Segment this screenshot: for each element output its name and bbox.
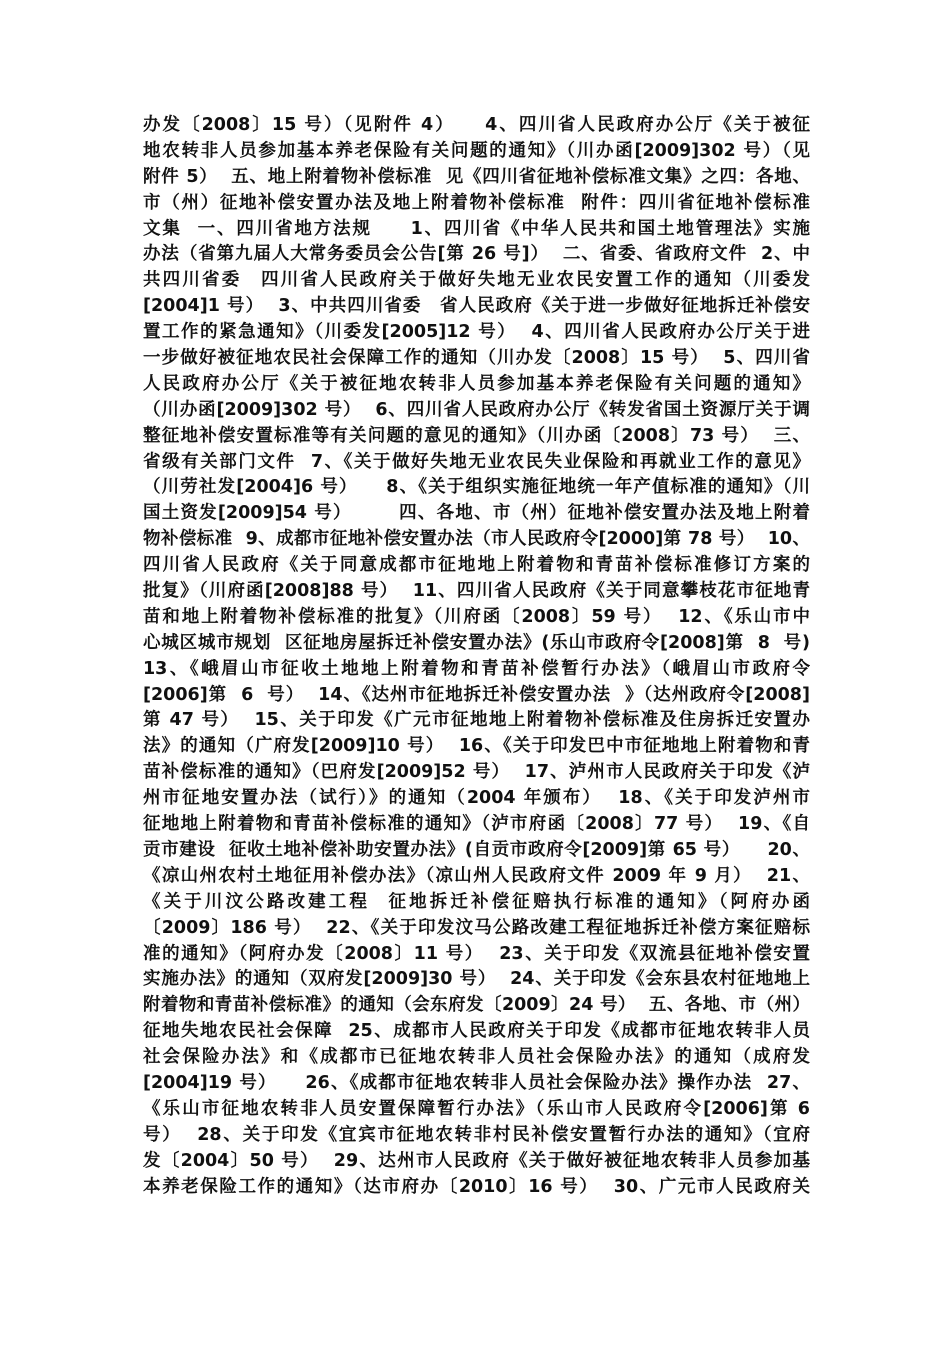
text-line: 附着物和青苗补偿标准》的通知（会东府发〔2009〕24 号） 五、各地、市（州） — [143, 995, 810, 1016]
text-line: 州市征地安置办法（试行）》的通知（2004 年颁布） 18、《关于印发泸州市 — [143, 788, 810, 809]
text-line: 《凉山州农村土地征用补偿办法》（凉山州人民政府文件 2009 年 9 月） 21、 — [143, 865, 810, 886]
text-line: 征地地上附着物和青苗补偿标准的通知》（泸市府函〔2008〕77 号） 19、《自 — [143, 814, 810, 835]
text-line: （川办函[2009]302 号） 6、四川省人民政府办公厅《转发省国土资源厅关于调 — [143, 399, 810, 420]
text-line: 国土资发[2009]54 号） 四、各地、市（州）征地补偿安置办法及地上附着 — [143, 503, 810, 524]
text-line: 《关于川汶公路改建工程 征地拆迁补偿征赔执行标准的通知》（阿府办函 — [143, 891, 810, 912]
text-line: （川劳社发[2004]6 号） 8、《关于组织实施征地统一年产值标准的通知》（川 — [143, 477, 810, 498]
text-line: 共四川省委 四川省人民政府关于做好失地无业农民安置工作的通知（川委发 — [143, 270, 810, 291]
body-text — [143, 113, 810, 1200]
text-line: 心城区城市规划 区征地房屋拆迁补偿安置办法》(乐山市政府令[2008]第 8 号) — [143, 632, 810, 653]
text-line: 文集 一、四川省地方法规 1、四川省《中华人民共和国土地管理法》实施 — [143, 218, 810, 239]
text-line: 省级有关部门文件 7、《关于做好失地无业农民失业保险和再就业工作的意见》 — [143, 451, 810, 472]
text-line: 实施办法》的通知（双府发[2009]30 号） 24、关于印发《会东县农村征地地上 — [143, 969, 810, 990]
text-line: 附件 5） 五、地上附着物补偿标准 见《四川省征地补偿标准文集》之四：各地、 — [143, 166, 810, 187]
text-line: 一步做好被征地农民社会保障工作的通知（川办发〔2008〕15 号） 5、四川省 — [143, 348, 810, 369]
text-line: 号） 28、关于印发《宜宾市征地农转非村民补偿安置暂行办法的通知》（宜府 — [143, 1124, 810, 1145]
text-line: 置工作的紧急通知》（川委发[2005]12 号） 4、四川省人民政府办公厅关于进 — [143, 322, 810, 343]
text-line: 《乐山市征地农转非人员安置保障暂行办法》（乐山市人民政府令[2006]第 6 — [143, 1098, 810, 1119]
text-line: [2006]第 6 号） 14、《达州市征地拆迁补偿安置办法 》（达州政府令[2008] — [143, 684, 810, 705]
text-line: 办法（省第九届人大常务委员会公告[第 26 号]） 二、省委、省政府文件 2、中 — [143, 244, 810, 265]
text-line: 本养老保险工作的通知》（达市府办〔2010〕16 号） 30、广元市人民政府关 — [143, 1176, 810, 1197]
text-line: 苗补偿标准的通知》（巴府发[2009]52 号） 17、泸州市人民政府关于印发《泸 — [143, 762, 810, 783]
text-line: 社会保险办法》和《成都市已征地农转非人员社会保险办法》的通知（成府发 — [143, 1047, 810, 1068]
text-line: 准的通知》（阿府办发〔2008〕11 号） 23、关于印发《双流县征地补偿安置 — [143, 943, 810, 964]
text-line: 四川省人民政府《关于同意成都市征地地上附着物和青苗补偿标准修订方案的 — [143, 555, 810, 576]
text-line: 第 47 号） 15、关于印发《广元市征地地上附着物补偿标准及住房拆迁安置办 — [143, 710, 810, 731]
text-line: [2004]19 号） 26、《成都市征地农转非人员社会保险办法》操作办法 27、 — [143, 1072, 810, 1093]
text-line: 贡市建设 征收土地补偿补助安置办法》(自贡市政府令[2009]第 65 号） 20、 — [143, 839, 810, 860]
text-line: 法》的通知（广府发[2009]10 号） 16、《关于印发巴中市征地地上附着物和青 — [143, 736, 810, 757]
text-line: 物补偿标准 9、成都市征地补偿安置办法（市人民政府令[2000]第 78 号） 10、 — [143, 529, 810, 550]
text-line: 整征地补偿安置标准等有关问题的意见的通知》（川办函〔2008〕73 号） 三、 — [143, 425, 810, 446]
text-line: 发〔2004〕50 号） 29、达州市人民政府《关于做好被征地农转非人员参加基 — [143, 1150, 810, 1171]
text-line: 办发〔2008〕15 号）（见附件 4） 4、四川省人民政府办公厅《关于被征 — [143, 115, 810, 135]
text-line: 市（州）征地补偿安置办法及地上附着物补偿标准 附件：四川省征地补偿标准 — [143, 192, 810, 213]
text-line: 〔2009〕186 号） 22、《关于印发汶马公路改建工程征地拆迁补偿方案征赔标 — [143, 917, 810, 938]
text-line: 地农转非人员参加基本养老保险有关问题的通知》（川办函[2009]302 号）（见 — [143, 140, 810, 161]
text-line: 征地失地农民社会保障 25、成都市人民政府关于印发《成都市征地农转非人员 — [143, 1021, 810, 1042]
text-line: [2004]1 号） 3、中共四川省委 省人民政府《关于进一步做好征地拆迁补偿安 — [143, 296, 810, 317]
text-line: 13、《峨眉山市征收土地地上附着物和青苗补偿暂行办法》（峨眉山市政府令 — [143, 658, 810, 679]
text-line: 批复》（川府函[2008]88 号） 11、四川省人民政府《关于同意攀枝花市征地青 — [143, 581, 810, 602]
text-line: 苗和地上附着物补偿标准的批复》（川府函〔2008〕59 号） 12、《乐山市中 — [143, 606, 810, 627]
text-line: 人民政府办公厅《关于被征地农转非人员参加基本养老保险有关问题的通知》 — [143, 373, 810, 394]
